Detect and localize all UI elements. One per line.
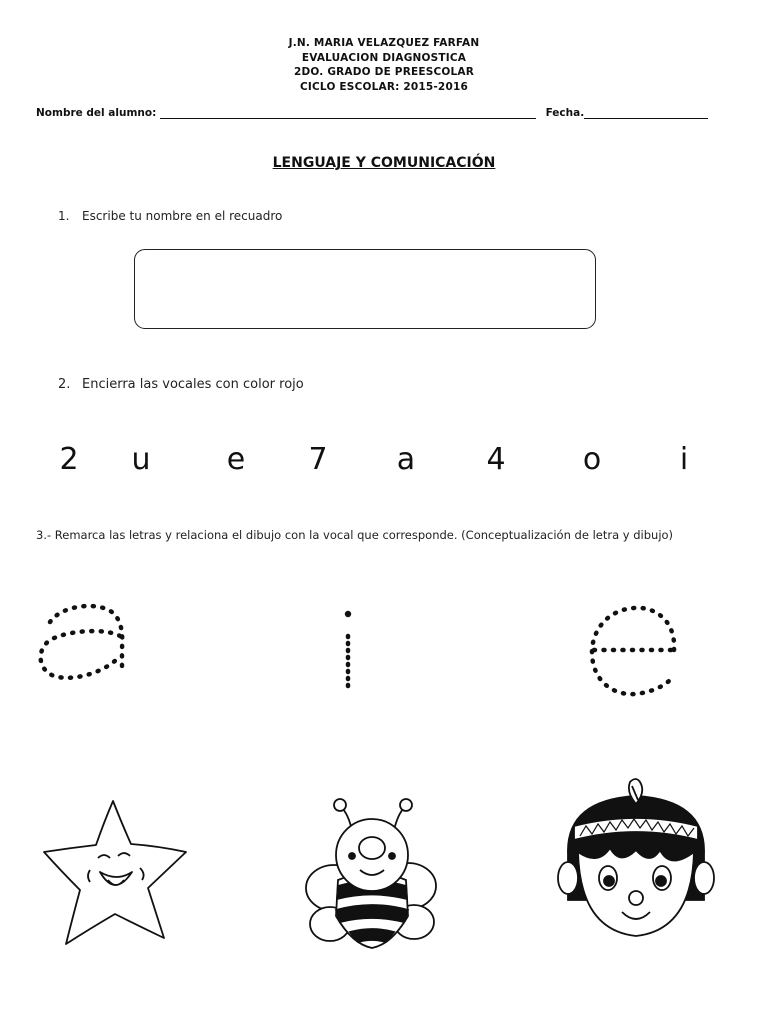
bee-picture[interactable] xyxy=(306,799,436,948)
character-item[interactable]: o xyxy=(582,442,602,477)
date-blank[interactable] xyxy=(584,108,708,119)
exercise-3-instruction: 3.- Remarca las letras y relaciona el dibujo con la vocal que corresponde. (Conceptualización de letra y dibujo) xyxy=(36,528,674,542)
character-item[interactable]: i xyxy=(679,442,689,477)
exercise-2-text: Encierra las vocales con color rojo xyxy=(82,377,304,392)
tracing-letter-a[interactable] xyxy=(41,606,123,678)
exercise-1-number: 1. xyxy=(58,209,70,223)
character-item[interactable]: e xyxy=(226,442,246,477)
tracing-letter-e[interactable] xyxy=(592,608,674,694)
exercise-2-number: 2. xyxy=(58,377,71,392)
exercise-1-text: Escribe tu nombre en el recuadro xyxy=(82,209,283,223)
grade-label: 2DO. GRADO DE PREESCOLAR xyxy=(293,66,475,78)
exercise-2-instruction xyxy=(58,377,304,392)
student-info-line xyxy=(36,107,708,119)
tracing-letter-i[interactable] xyxy=(345,611,351,688)
character-item[interactable]: 4 xyxy=(486,442,506,477)
name-writing-box[interactable] xyxy=(134,249,596,329)
child-with-headband-picture[interactable] xyxy=(558,779,714,936)
star-picture[interactable] xyxy=(44,801,186,944)
character-item[interactable]: u xyxy=(131,442,151,477)
student-name-label: Nombre del alumno: xyxy=(36,107,157,119)
document-header xyxy=(0,36,768,94)
character-item[interactable]: 2 xyxy=(59,442,79,477)
character-item[interactable]: 7 xyxy=(308,442,328,477)
section-title: LENGUAJE Y COMUNICACIÓN xyxy=(272,155,496,171)
character-item[interactable]: a xyxy=(396,442,416,477)
evaluation-title: EVALUACION DIAGNOSTICA xyxy=(301,51,467,64)
characters-row xyxy=(0,443,768,483)
date-label: Fecha. xyxy=(545,107,585,119)
school-name: J.N. MARIA VELAZQUEZ FARFAN xyxy=(288,37,480,49)
exercise-1-instruction xyxy=(58,209,282,223)
school-cycle: CICLO ESCOLAR: 2015-2016 xyxy=(300,80,468,93)
student-name-blank[interactable] xyxy=(160,108,535,119)
